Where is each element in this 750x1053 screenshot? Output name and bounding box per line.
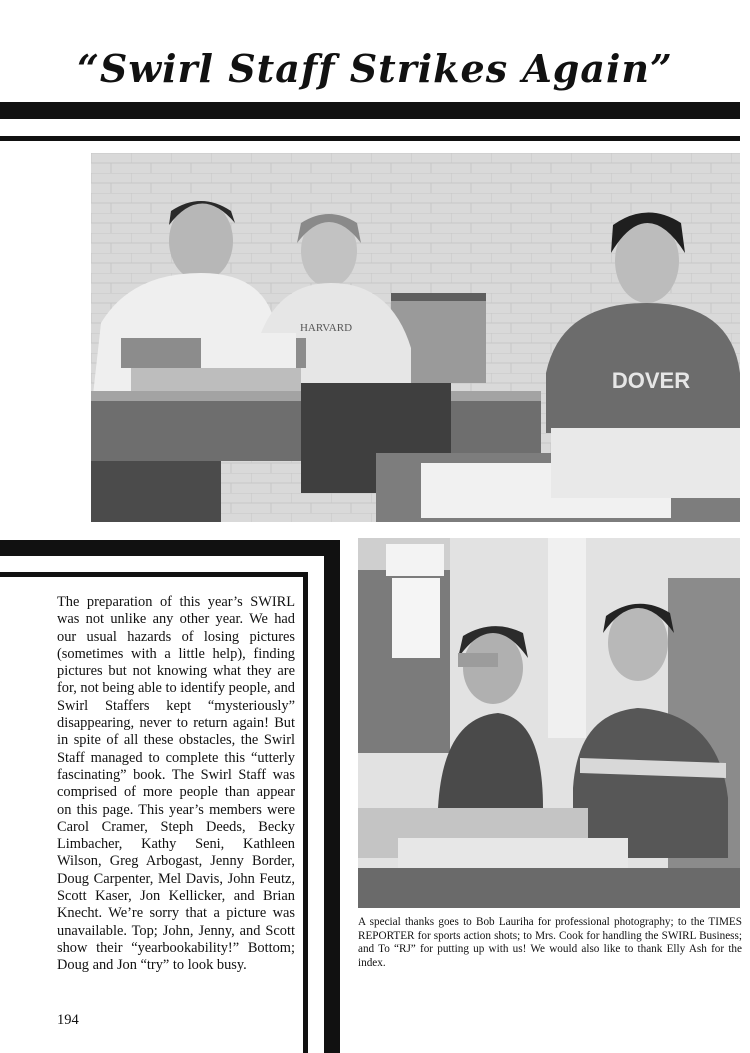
title-rule-thin <box>0 136 740 141</box>
title-rule-thick <box>0 102 740 119</box>
page-title: “Swirl Staff Strikes Again” <box>77 46 673 91</box>
top-shirt-text: DOVER <box>611 368 691 393</box>
photo-caption: A special thanks goes to Bob Lauriha for professional photography; to the TIMES REPORTER for sports action shots; to Mrs. Cook for handling the SWIRL Business; and To “RJ” for putting up with us! We would also like to thank Elly Ash for the index. <box>358 916 742 969</box>
top-shirt-logo: HARVARD <box>299 322 353 334</box>
body-text: The preparation of this year’s SWIRL was not unlike any other year. We had our usual hazards of losing pictures (sometimes with a little help), finding pictures but not knowing what they are for, not being able to identify people, and Swirl Staffers kept “mysteriously” disappearing, never to return again! But in spite of all these obstacles, the Swirl Staff managed to complete this “utterly fascinating” book. The Swirl Staff was comprised of more people than appear on this page. This year’s members were Carol Cramer, Steph Deeds, Becky Limbacher, Kathy Seni, Kathleen Wilson, Greg Arbogast, Jenny Border, Doug Carpenter, Mel Davis, John Feutz, Scott Kaser, Jon Kellicker, and Brian Knecht. We’re sorry that a picture was unavailable. Top; John, Jenny, and Scott show their “yearbookability!” Bottom; Doug and Jon “try” to look busy. <box>57 594 296 974</box>
frame-inner-top <box>0 572 308 577</box>
frame-outer-right <box>324 540 340 1053</box>
bottom-photo <box>358 538 740 908</box>
top-photo <box>91 153 740 522</box>
frame-inner-right <box>303 572 308 1053</box>
frame-outer-top <box>0 540 340 556</box>
page-number: 194 <box>57 1012 79 1028</box>
